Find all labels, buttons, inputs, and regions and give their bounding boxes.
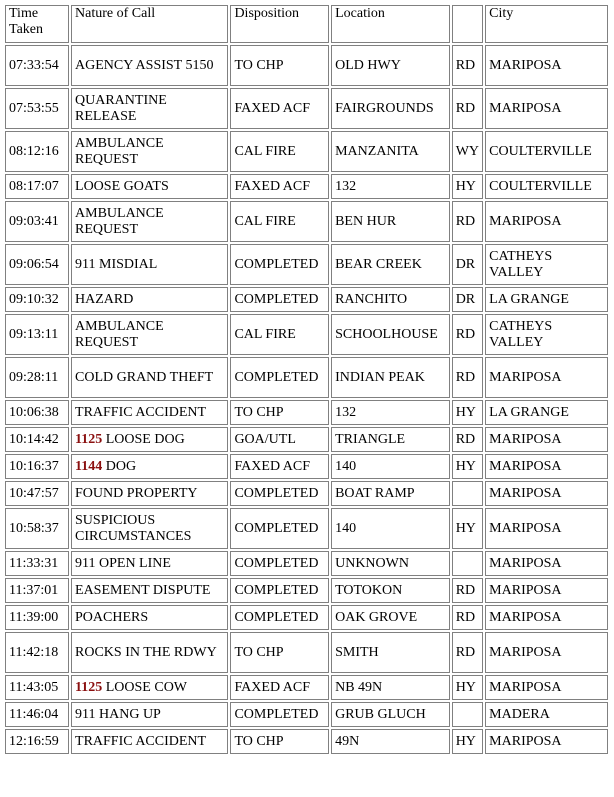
suffix-cell: [452, 551, 483, 576]
disposition-cell: COMPLETED: [230, 481, 329, 506]
nature-text: LOOSE COW: [105, 679, 188, 695]
city-cell: MARIPOSA: [485, 729, 608, 754]
nature-cell: FOUND PROPERTY: [71, 481, 228, 506]
disposition-cell: TO CHP: [230, 632, 329, 673]
suffix-cell: RD: [452, 427, 483, 452]
disposition-cell: COMPLETED: [230, 605, 329, 630]
disposition-cell: COMPLETED: [230, 287, 329, 312]
time-cell: 10:06:38: [5, 400, 69, 425]
city-cell: MARIPOSA: [485, 88, 608, 129]
disposition-cell: CAL FIRE: [230, 314, 329, 355]
disposition-cell: TO CHP: [230, 45, 329, 86]
disposition-cell: COMPLETED: [230, 551, 329, 576]
suffix-cell: HY: [452, 675, 483, 700]
table-row: [5, 454, 608, 479]
suffix-cell: HY: [452, 729, 483, 754]
city-cell: LA GRANGE: [485, 287, 608, 312]
nature-cell: LOOSE GOATS: [71, 174, 228, 199]
disposition-cell: FAXED ACF: [230, 174, 329, 199]
nature-cell: AMBULANCE REQUEST: [71, 314, 228, 355]
location-cell: 49N: [331, 729, 450, 754]
table-row: [5, 508, 608, 549]
suffix-cell: RD: [452, 45, 483, 86]
nature-cell: POACHERS: [71, 605, 228, 630]
city-cell: MARIPOSA: [485, 578, 608, 603]
disposition-cell: COMPLETED: [230, 578, 329, 603]
time-cell: 08:12:16: [5, 131, 69, 172]
nature-cell: [71, 675, 228, 700]
header-row: [5, 5, 608, 43]
location-cell: BOAT RAMP: [331, 481, 450, 506]
suffix-cell: RD: [452, 201, 483, 242]
time-cell: 10:16:37: [5, 454, 69, 479]
suffix-cell: RD: [452, 632, 483, 673]
header-suffix: [452, 5, 483, 43]
city-cell: CATHEYS VALLEY: [485, 314, 608, 355]
suffix-cell: HY: [452, 454, 483, 479]
suffix-cell: HY: [452, 174, 483, 199]
nature-cell: 911 HANG UP: [71, 702, 228, 727]
suffix-cell: [452, 702, 483, 727]
suffix-cell: RD: [452, 578, 483, 603]
time-cell: 11:43:05: [5, 675, 69, 700]
nature-cell: TRAFFIC ACCIDENT: [71, 400, 228, 425]
table-row: [5, 427, 608, 452]
nature-cell: EASEMENT DISPUTE: [71, 578, 228, 603]
suffix-cell: DR: [452, 287, 483, 312]
nature-text: DOG: [105, 458, 137, 474]
city-cell: MARIPOSA: [485, 481, 608, 506]
disposition-cell: FAXED ACF: [230, 675, 329, 700]
nature-cell: AMBULANCE REQUEST: [71, 201, 228, 242]
suffix-cell: [452, 481, 483, 506]
table-row: [5, 729, 608, 754]
location-cell: MANZANITA: [331, 131, 450, 172]
suffix-cell: WY: [452, 131, 483, 172]
header-time-taken: Time Taken: [5, 5, 69, 43]
time-cell: 11:46:04: [5, 702, 69, 727]
nature-cell: ROCKS IN THE RDWY: [71, 632, 228, 673]
time-cell: 11:33:31: [5, 551, 69, 576]
city-cell: MADERA: [485, 702, 608, 727]
table-row: [5, 632, 608, 673]
location-cell: RANCHITO: [331, 287, 450, 312]
table-row: [5, 244, 608, 285]
time-cell: 07:33:54: [5, 45, 69, 86]
table-row: [5, 702, 608, 727]
table-row: [5, 400, 608, 425]
nature-cell: QUARANTINE RELEASE: [71, 88, 228, 129]
city-cell: MARIPOSA: [485, 45, 608, 86]
time-cell: 08:17:07: [5, 174, 69, 199]
city-cell: MARIPOSA: [485, 605, 608, 630]
table-row: [5, 481, 608, 506]
header-disposition: Disposition: [230, 5, 329, 43]
table-row: [5, 88, 608, 129]
nature-cell: COLD GRAND THEFT: [71, 357, 228, 398]
table-row: [5, 605, 608, 630]
header-location: Location: [331, 5, 450, 43]
location-cell: TOTOKON: [331, 578, 450, 603]
nature-cell: AGENCY ASSIST 5150: [71, 45, 228, 86]
time-cell: 07:53:55: [5, 88, 69, 129]
location-cell: BEN HUR: [331, 201, 450, 242]
location-cell: SMITH: [331, 632, 450, 673]
location-cell: INDIAN PEAK: [331, 357, 450, 398]
location-cell: 140: [331, 508, 450, 549]
city-cell: MARIPOSA: [485, 454, 608, 479]
call-log-table: [3, 3, 610, 756]
location-cell: TRIANGLE: [331, 427, 450, 452]
time-cell: 09:03:41: [5, 201, 69, 242]
disposition-cell: COMPLETED: [230, 508, 329, 549]
disposition-cell: FAXED ACF: [230, 88, 329, 129]
city-cell: CATHEYS VALLEY: [485, 244, 608, 285]
location-cell: 132: [331, 174, 450, 199]
table-body: [5, 45, 608, 754]
disposition-cell: COMPLETED: [230, 357, 329, 398]
city-cell: MARIPOSA: [485, 632, 608, 673]
city-cell: MARIPOSA: [485, 675, 608, 700]
location-cell: BEAR CREEK: [331, 244, 450, 285]
location-cell: 140: [331, 454, 450, 479]
table-row: [5, 131, 608, 172]
suffix-cell: RD: [452, 605, 483, 630]
call-code: 1144: [75, 458, 103, 474]
suffix-cell: RD: [452, 357, 483, 398]
city-cell: COULTERVILLE: [485, 131, 608, 172]
location-cell: UNKNOWN: [331, 551, 450, 576]
table-row: [5, 551, 608, 576]
time-cell: 09:10:32: [5, 287, 69, 312]
suffix-cell: DR: [452, 244, 483, 285]
disposition-cell: GOA/UTL: [230, 427, 329, 452]
disposition-cell: CAL FIRE: [230, 131, 329, 172]
nature-cell: [71, 427, 228, 452]
call-code: 1125: [75, 679, 103, 695]
city-cell: MARIPOSA: [485, 551, 608, 576]
table-row: [5, 174, 608, 199]
disposition-cell: TO CHP: [230, 400, 329, 425]
location-cell: OLD HWY: [331, 45, 450, 86]
city-cell: MARIPOSA: [485, 508, 608, 549]
time-cell: 10:14:42: [5, 427, 69, 452]
nature-cell: 911 MISDIAL: [71, 244, 228, 285]
table-row: [5, 357, 608, 398]
table-row: [5, 287, 608, 312]
city-cell: MARIPOSA: [485, 201, 608, 242]
nature-text: LOOSE DOG: [105, 431, 185, 447]
disposition-cell: TO CHP: [230, 729, 329, 754]
table-row: [5, 201, 608, 242]
disposition-cell: COMPLETED: [230, 702, 329, 727]
city-cell: MARIPOSA: [485, 357, 608, 398]
nature-cell: AMBULANCE REQUEST: [71, 131, 228, 172]
suffix-cell: RD: [452, 88, 483, 129]
location-cell: NB 49N: [331, 675, 450, 700]
time-cell: 12:16:59: [5, 729, 69, 754]
location-cell: FAIRGROUNDS: [331, 88, 450, 129]
disposition-cell: FAXED ACF: [230, 454, 329, 479]
nature-cell: [71, 454, 228, 479]
disposition-cell: COMPLETED: [230, 244, 329, 285]
city-cell: MARIPOSA: [485, 427, 608, 452]
time-cell: 10:58:37: [5, 508, 69, 549]
city-cell: COULTERVILLE: [485, 174, 608, 199]
city-cell: LA GRANGE: [485, 400, 608, 425]
nature-cell: 911 OPEN LINE: [71, 551, 228, 576]
table-row: [5, 578, 608, 603]
location-cell: SCHOOLHOUSE: [331, 314, 450, 355]
nature-cell: SUSPICIOUS CIRCUMSTANCES: [71, 508, 228, 549]
nature-cell: TRAFFIC ACCIDENT: [71, 729, 228, 754]
table-row: [5, 45, 608, 86]
time-cell: 10:47:57: [5, 481, 69, 506]
time-cell: 11:42:18: [5, 632, 69, 673]
disposition-cell: CAL FIRE: [230, 201, 329, 242]
location-cell: 132: [331, 400, 450, 425]
table-row: [5, 314, 608, 355]
time-cell: 11:39:00: [5, 605, 69, 630]
suffix-cell: RD: [452, 314, 483, 355]
time-cell: 09:28:11: [5, 357, 69, 398]
nature-cell: HAZARD: [71, 287, 228, 312]
table-row: [5, 675, 608, 700]
time-cell: 09:06:54: [5, 244, 69, 285]
suffix-cell: HY: [452, 508, 483, 549]
location-cell: GRUB GLUCH: [331, 702, 450, 727]
header-nature-of-call: Nature of Call: [71, 5, 228, 43]
time-cell: 09:13:11: [5, 314, 69, 355]
header-city: City: [485, 5, 608, 43]
location-cell: OAK GROVE: [331, 605, 450, 630]
call-code: 1125: [75, 431, 103, 447]
suffix-cell: HY: [452, 400, 483, 425]
time-cell: 11:37:01: [5, 578, 69, 603]
